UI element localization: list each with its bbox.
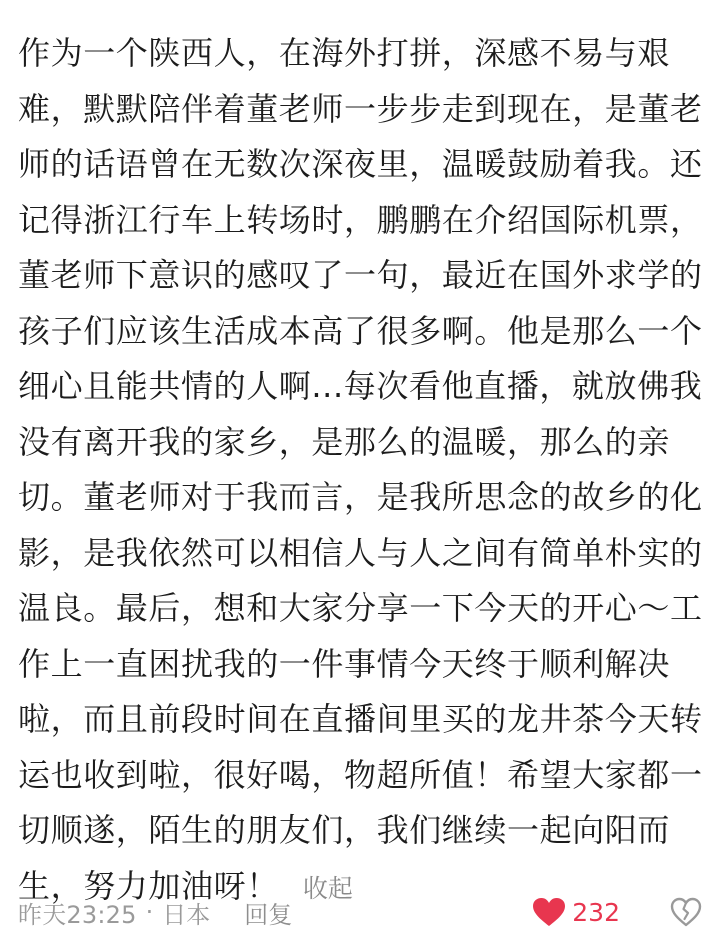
comment-meta — [18, 890, 702, 934]
meta-separator: · — [145, 898, 154, 926]
comment-line: 温良。最后，想和大家分享一下今天的开心～工 — [18, 589, 703, 627]
heart-icon — [532, 897, 566, 927]
comment-line: 师的话语曾在无数次深夜里，温暖鼓励着我。还 — [18, 145, 703, 183]
comment-line: 没有离开我的家乡，是那么的温暖，那么的亲 — [18, 422, 671, 461]
comment-line: 孩子们应该生活成本高了很多啊。他是那么一个 — [18, 311, 703, 350]
comment-line: 难，默默陪伴着董老师一步步走到现在，是董老 — [18, 89, 703, 128]
comment-line: 作为一个陕西人，在海外打拼，深感不易与艰 — [18, 34, 671, 72]
comment-line: 细心且能共情的人啊...每次看他直播，就放佛我 — [18, 367, 703, 405]
reply-button[interactable]: 回复 — [244, 900, 293, 929]
comment-line: 记得浙江行车上转场时，鹏鹏在介绍国际机票， — [18, 200, 703, 239]
comment-line: 运也收到啦，很好喝，物超所值！希望大家都一 — [18, 755, 703, 794]
comment-text — [18, 26, 708, 914]
like-count: 232 — [572, 897, 620, 927]
comment-line: 切。董老师对于我而言，是我所思念的故乡的化 — [18, 478, 703, 516]
comment-line: 董老师下意识的感叹了一句，最近在国外求学的 — [18, 256, 703, 294]
like-button[interactable] — [532, 897, 620, 927]
comment-line: 作上一直困扰我的一件事情今天终于顺利解决 — [18, 644, 671, 683]
comment-line: 影，是我依然可以相信人与人之间有简单朴实的 — [18, 533, 703, 572]
comment-timestamp: 昨天23:25 — [18, 900, 137, 929]
comment-line: 切顺遂，陌生的朋友们，我们继续一起向阳而 — [18, 811, 671, 849]
collapse-button[interactable]: 收起 — [302, 873, 353, 903]
comment-line: 啦，而且前段时间在直播间里买的龙井茶今天转 — [18, 700, 703, 738]
comment-location: 日本 — [162, 900, 211, 929]
broken-heart-icon[interactable] — [670, 897, 702, 927]
comment-line-text: 生，努力加油呀！ — [18, 866, 279, 905]
